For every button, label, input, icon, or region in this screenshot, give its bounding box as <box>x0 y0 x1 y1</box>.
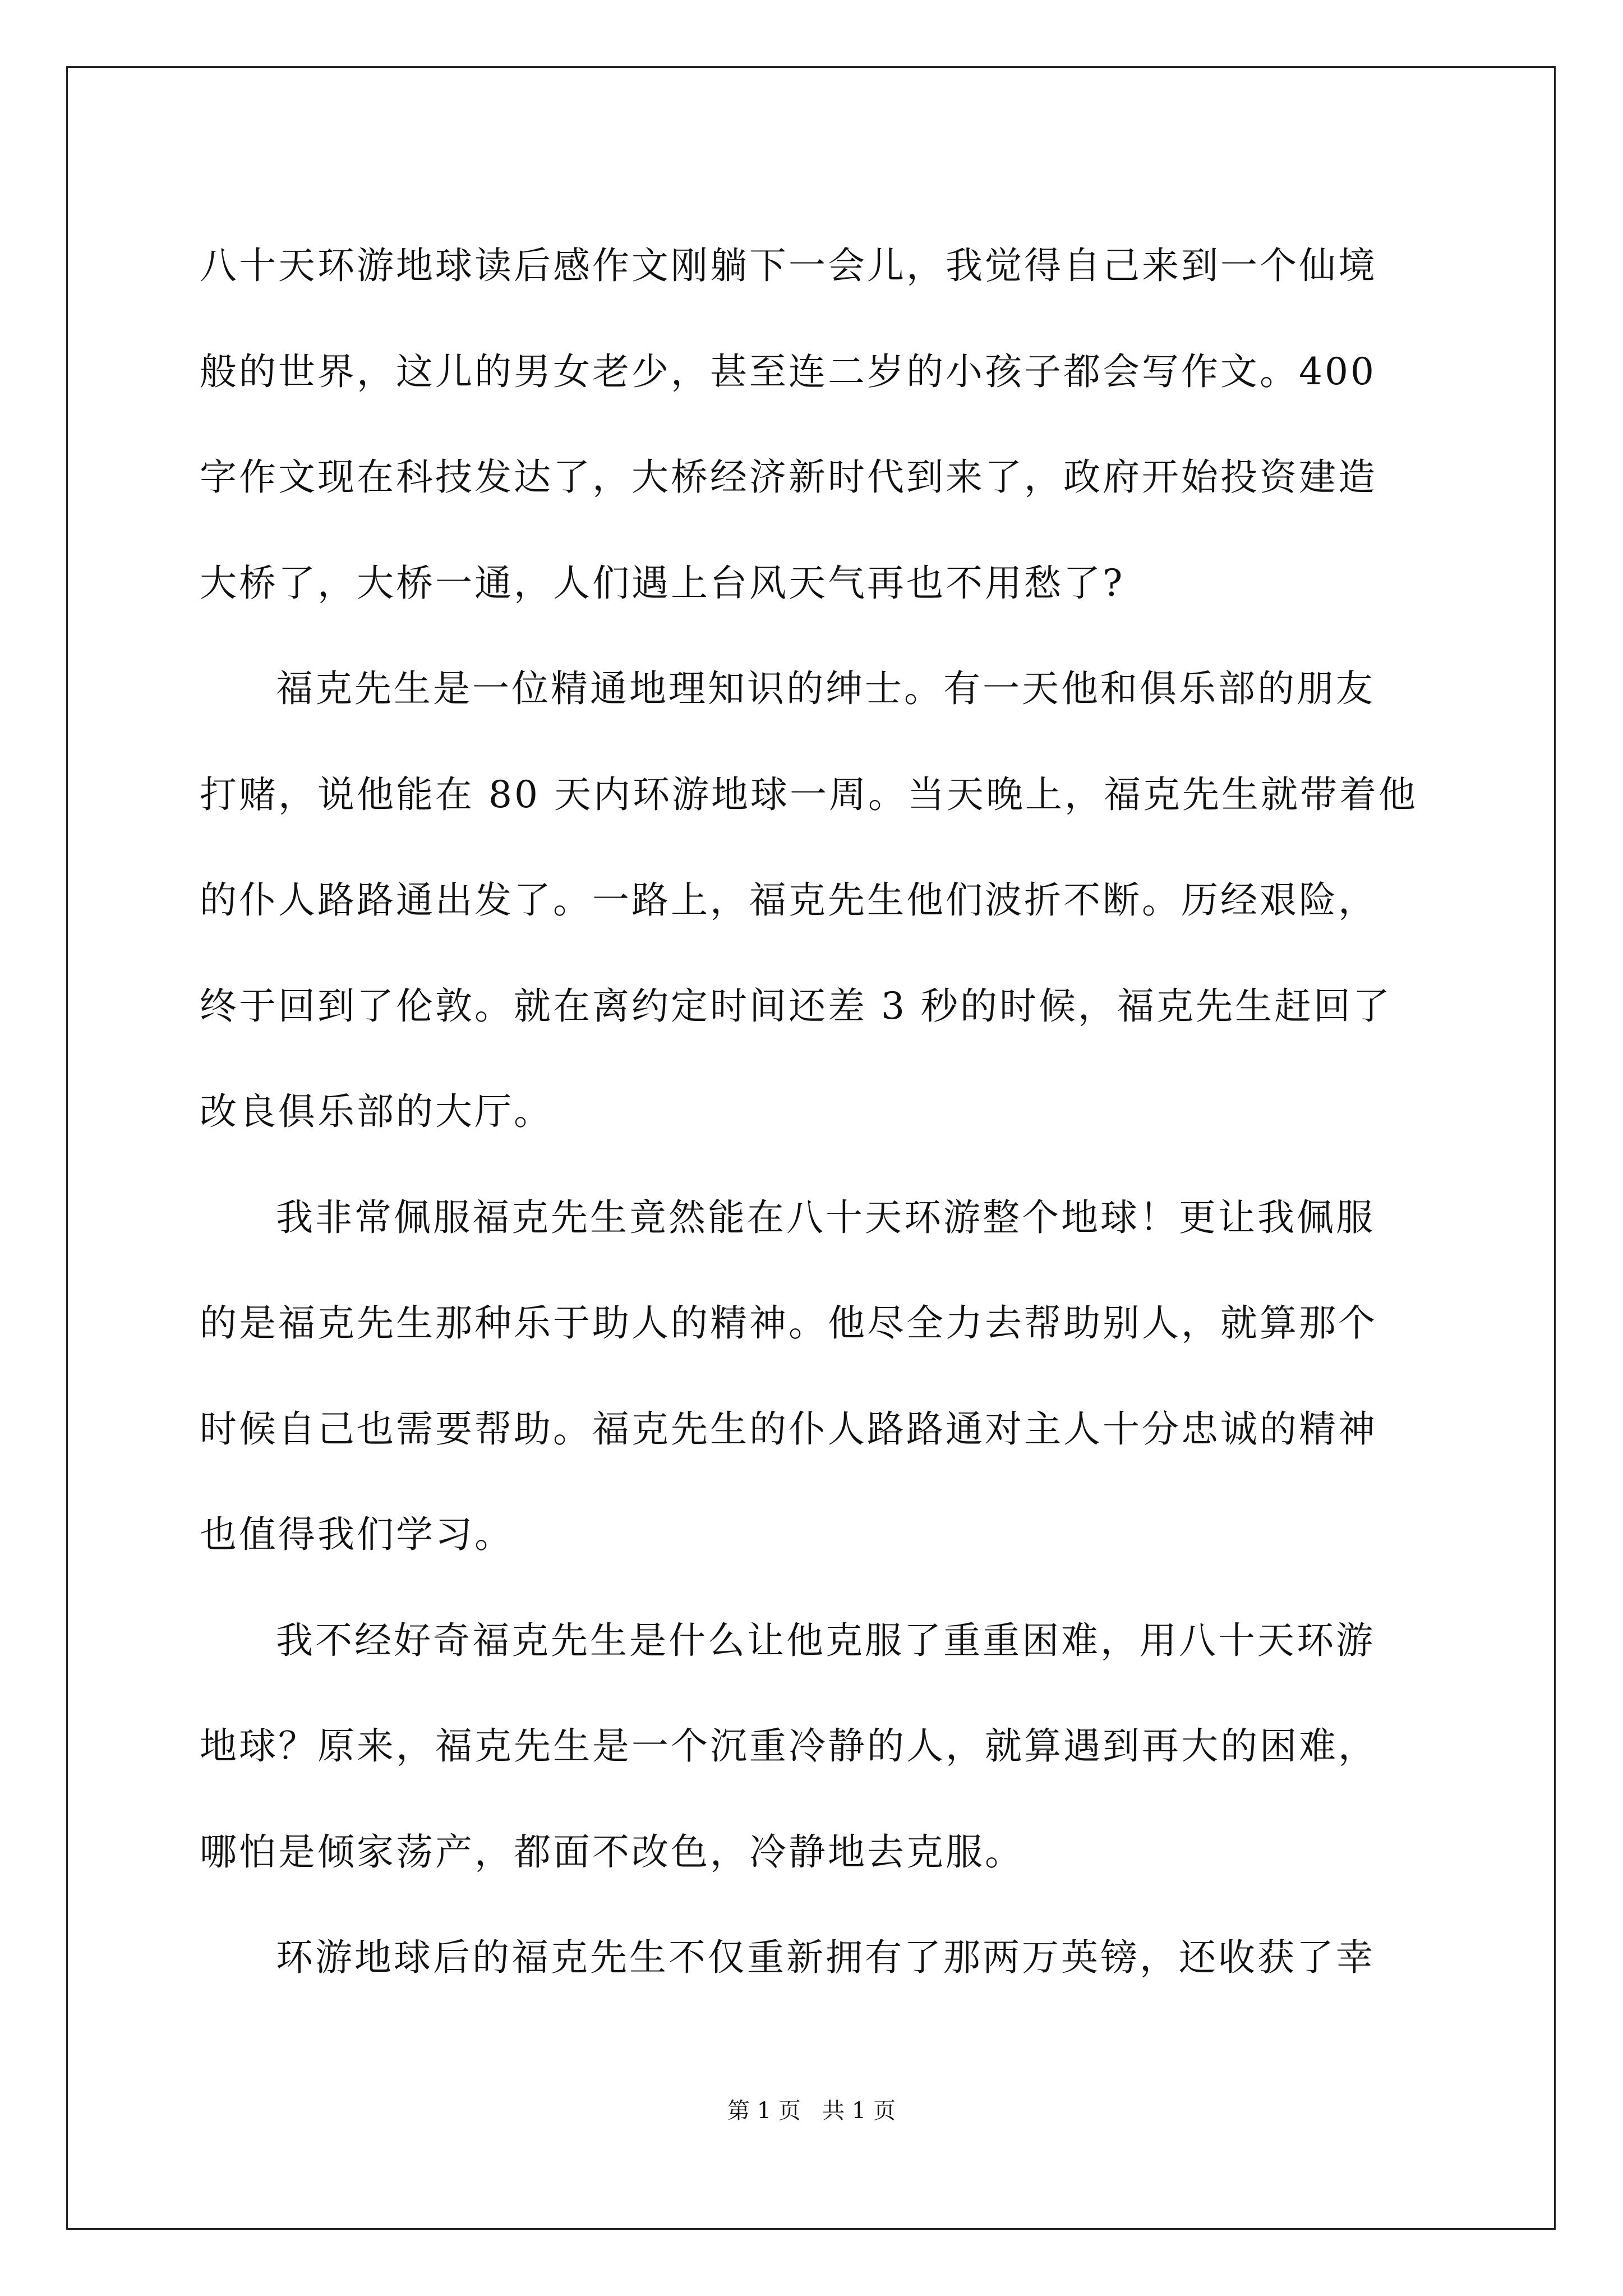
text-line: 八十天环游地球读后感作文刚躺下一会儿，我觉得自己来到一个仙境 <box>200 244 1377 287</box>
paragraph-start-line: 我非常佩服福克先生竟然能在八十天环游整个地球！更让我佩服 <box>276 1195 1375 1239</box>
text-line: 改良俱乐部的大厅。 <box>200 1090 553 1133</box>
text-line: 时候自己也需要帮助。福克先生的仆人路路通对主人十分忠诚的精神 <box>200 1407 1377 1451</box>
text-line: 的是福克先生那种乐于助人的精神。他尽全力去帮助别人，就算那个 <box>200 1301 1377 1345</box>
page-number: 第 1 页 共 1 页 <box>727 2098 896 2124</box>
text-line: 字作文现在科技发达了，大桥经济新时代到来了，政府开始投资建造 <box>200 455 1377 499</box>
text-line: 般的世界，这儿的男女老少，甚至连二岁的小孩子都会写作文。400 <box>200 349 1376 393</box>
paragraph-start-line: 环游地球后的福克先生不仅重新拥有了那两万英镑，还收获了幸 <box>276 1936 1375 1979</box>
paragraph-start-line: 福克先生是一位精通地理知识的绅士。有一天他和俱乐部的朋友 <box>276 667 1375 710</box>
text-line: 哪怕是倾家荡产，都面不改色，冷静地去克服。 <box>200 1830 1024 1874</box>
text-line: 也值得我们学习。 <box>200 1513 514 1556</box>
text-line: 的仆人路路通出发了。一路上，福克先生他们波折不断。历经艰险， <box>200 878 1377 922</box>
page-footer <box>0 2094 1623 2128</box>
text-line: 终于回到了伦敦。就在离约定时间还差 3 秒的时候，福克先生赶回了 <box>200 984 1392 1028</box>
text-line: 打赌，说他能在 80 天内环游地球一周。当天晚上，福克先生就带着他 <box>200 772 1418 816</box>
text-line: 大桥了，大桥一通，人们遇上台风天气再也不用愁了? <box>200 561 1125 605</box>
paragraph-start-line: 我不经好奇福克先生是什么让他克服了重重困难，用八十天环游 <box>276 1618 1375 1662</box>
document-body <box>200 213 1428 2011</box>
text-line: 地球？原来，福克先生是一个沉重冷静的人，就算遇到再大的困难， <box>200 1724 1377 1768</box>
